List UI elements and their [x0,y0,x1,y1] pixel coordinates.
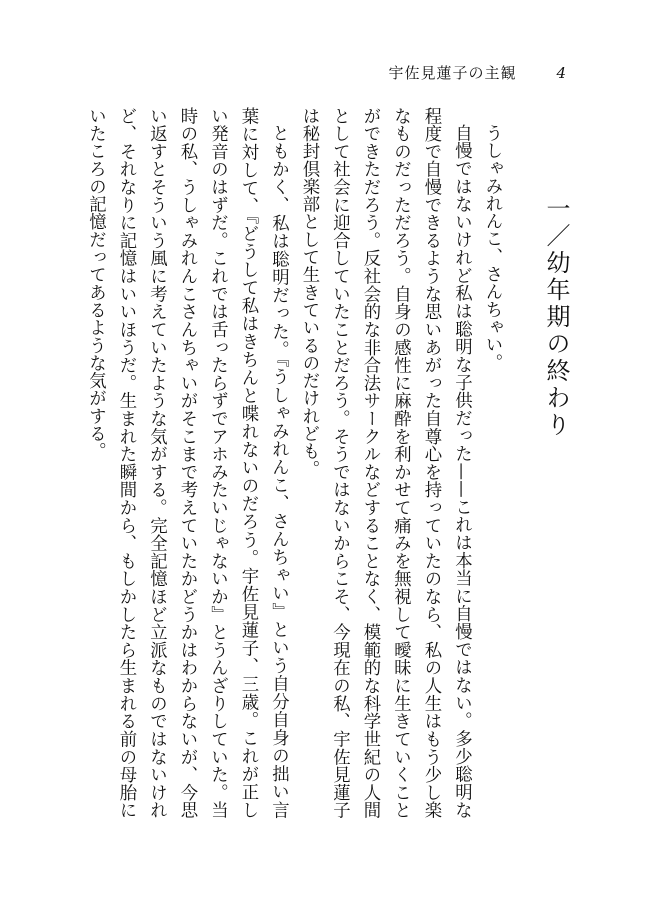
page-number: 4 [556,64,567,82]
paragraph-memory: ともかく、私は聡明だった。『うしゃみれんこ、さんちゃい』という自分自身の拙い言葉に対して、『どうして私はきちんと喋れないのだろう。宇佐見蓮子、三歳。これが正しい発音のはずだ。これでは舌ったらずでアホみたいじゃないか』とうんざりしていた。当時の私、うしゃみれんこさんちゃいがそこまで考えていたかどうかはわからないが、今思い返すとそういう風に考えていたような気がする。完全記憶ほど立派なものではないけれど、それなりに記憶はいいほうだ。生まれた瞬間から、もしかしたら生まれる前の母胎にいたころの記憶だってあるような気がする。 [85,107,289,819]
body-text [85,107,507,819]
running-head-title: 宇佐見蓮子の主観 [388,64,517,82]
chapter-title: 一／幼年期の終わり [542,196,570,439]
paragraph-clever-child: 自慢ではないけれど私は聡明な子供だった——これは本当に自慢ではない。多少聡明な程度で自慢できるような思いあがった自尊心を持っていたのなら、私の人生はもう少し楽なものだっただろう。自身の感性に麻酔を利かせて痛みを無視して曖昧に生きていくことができただろう。反社会的な非合法サークルなどすることなく、模範的な科学世紀の人間として社会に迎合していたことだろう。そうではないからこそ、今現在の私、宇佐見蓮子は秘封倶楽部として生きているのだけれども。 [299,107,472,819]
paragraph-opening-line: うしゃみれんこ、さんちゃい。 [482,124,502,372]
running-head [388,62,567,83]
